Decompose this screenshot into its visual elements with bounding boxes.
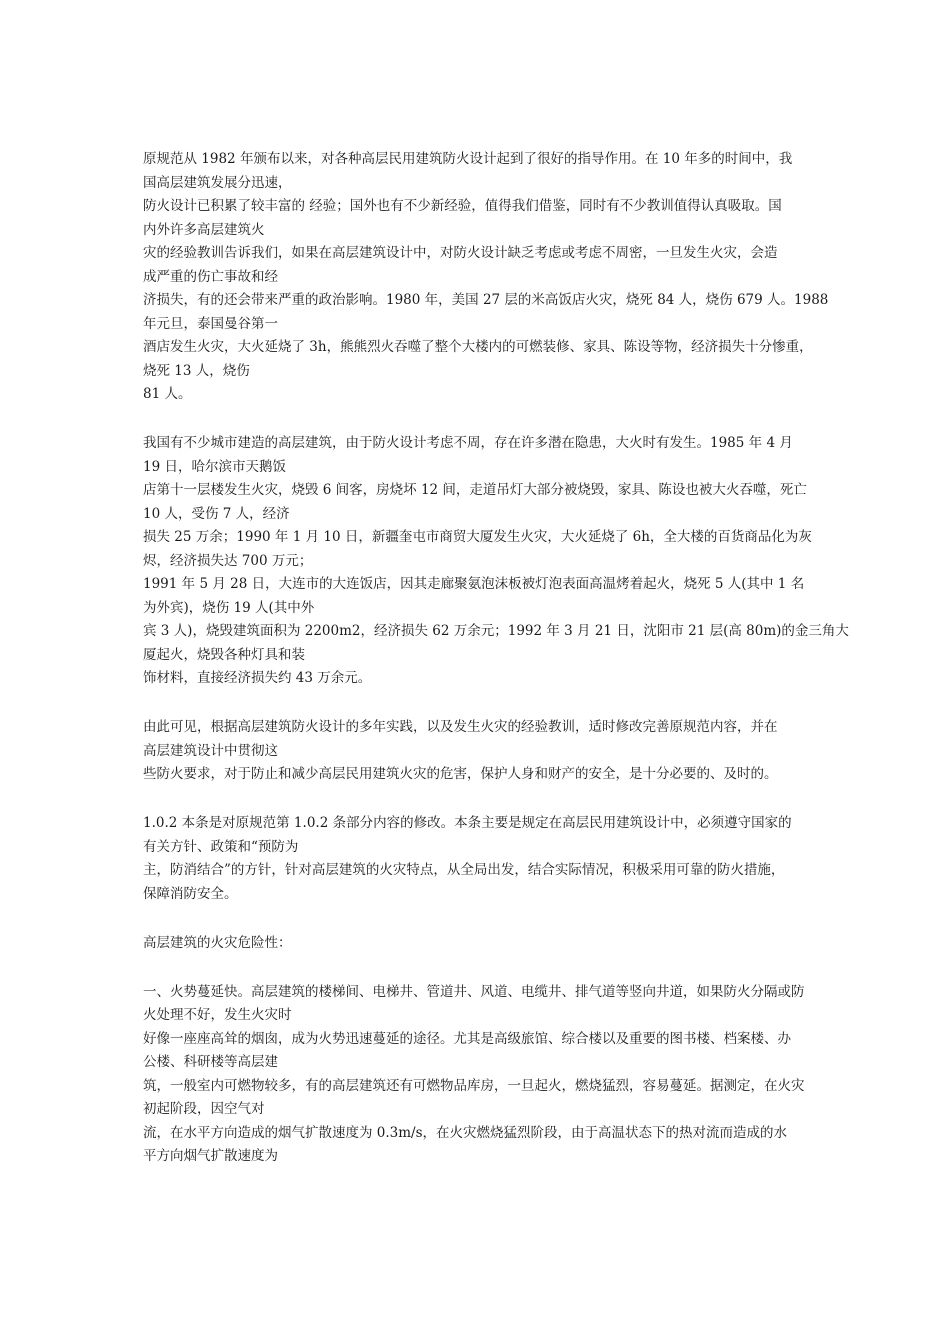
text-line: 流，在水平方向造成的烟气扩散速度为 0.3m/s，在火灾燃烧猛烈阶段，由于高温状态下的热对流而造成的水 [143,1124,788,1141]
text-line: 公楼、科研楼等高层建 [143,1054,278,1070]
text-line: 内外许多高层建筑火 [143,221,265,238]
text-line: 饰材料，直接经济损失约 43 万余元。 [143,670,372,686]
text-line: 为外宾)，烧伤 19 人(其中外 [143,599,315,616]
text-line: 厦起火，烧毁各种灯具和装 [143,646,305,663]
text-line: 由此可见，根据高层建筑防火设计的多年实践，以及发生火灾的经验教训，适时修改完善原规范内容，并在 [143,719,778,735]
paragraph-gap [143,955,811,981]
text-line: 店第十一层楼发生火灾，烧毁 6 间客，房烧坏 12 间，走道吊灯大部分被烧毁，家具、陈设也被大火吞噬，死亡 [143,482,807,498]
text-line: 火处理不好，发生火灾时 [143,1007,292,1023]
document-page [143,148,849,1169]
text-line: 损失 25 万余；1990 年 1 月 10 日，新疆奎屯市商贸大厦发生火灾，大火延烧了 6h，全大楼的百货商品化为灰 [143,529,812,545]
paragraph-gap [143,787,811,813]
text-line: 原规范从 1982 年颁布以来，对各种高层民用建筑防火设计起到了很好的指导作用。在 10 年多的时间中，我 [143,151,793,167]
paragraph-gap [143,906,811,932]
paragraph-2 [143,432,849,691]
text-line: 10 人，受伤 7 人，经济 [143,505,290,522]
text-line: 酒店发生火灾，大火延烧了 3h，熊熊烈火吞噬了整个大楼内的可燃装修、家具、陈设等物，经济损失十分惨重， [143,339,813,355]
text-line: 烬，经济损失达 700 万元； [143,552,313,569]
paragraph-gap [143,407,811,433]
text-line: 81 人。 [143,386,192,402]
text-line: 年元旦，泰国曼谷第一 [143,315,278,332]
text-line: 烧死 13 人，烧伤 [143,362,250,379]
text-line: 些防火要求，对于防止和减少高层民用建筑火灾的危害，保护人身和财产的安全，是十分必要的、及时的。 [143,766,778,782]
paragraph-4 [143,812,811,906]
paragraph-1 [143,148,829,407]
text-line: 一、火势蔓延快。高层建筑的楼梯间、电梯井、管道井、风道、电缆井、排气道等竖向井道，如果防火分隔或防 [143,983,805,1000]
text-line: 防火设计已积累了较丰富的 经验；国外也有不少新经验，值得我们借鉴，同时有不少教训值得认真吸取。国 [143,198,782,214]
paragraph-3 [143,716,811,787]
text-line: 高层建筑的火灾危险性： [143,934,292,951]
text-line: 初起阶段，因空气对 [143,1101,265,1117]
text-line: 成严重的伤亡事故和经 [143,268,278,285]
section-heading [143,932,811,956]
text-line: 1991 年 5 月 28 日，大连市的大连饭店，因其走廊聚氨泡沫板被灯泡表面高温烤着起火，烧死 5 人(其中 1 名 [143,576,805,592]
text-line: 高层建筑设计中贯彻这 [143,742,278,759]
paragraph-5 [143,981,811,1169]
text-line: 我国有不少城市建造的高层建筑，由于防火设计考虑不周，存在许多潜在隐患，大火时有发生。1985 年 4 月 [143,435,793,451]
text-line: 有关方针、政策和“预防为 [143,838,299,855]
text-line: 1.0.2 本条是对原规范第 1.0.2 条部分内容的修改。本条主要是规定在高层民用建筑设计中，必须遵守国家的 [143,815,792,831]
text-line: 济损失，有的还会带来严重的政治影响。1980 年，美国 27 层的米高饭店火灾，烧死 84 人，烧伤 679 人。1988 [143,292,829,308]
text-line: 19 日，哈尔滨市天鹅饭 [143,458,286,475]
text-line: 平方向烟气扩散速度为 [143,1148,278,1164]
text-line: 灾的经验教训告诉我们，如果在高层建筑设计中，对防火设计缺乏考虑或考虑不周密，一旦发生火灾，会造 [143,245,778,261]
text-line: 国高层建筑发展分迅速， [143,174,292,191]
text-line: 保障消防安全。 [143,885,238,902]
text-line: 筑，一般室内可燃物较多，有的高层建筑还有可燃物品库房，一旦起火，燃烧猛烈，容易蔓延。据测定，在火灾 [143,1077,805,1094]
text-line: 宾 3 人)，烧毁建筑面积为 2200m2，经济损失 62 万余元；1992 年 3 月 21 日，沈阳市 21 层(高 80m)的金三角大 [143,623,849,639]
paragraph-gap [143,691,811,717]
text-line: 主，防消结合”的方针，针对高层建筑的火灾特点，从全局出发，结合实际情况，积极采用可靠的防火措施， [143,862,785,878]
text-line: 好像一座座高耸的烟囱，成为火势迅速蔓延的途径。尤其是高级旅馆、综合楼以及重要的图书楼、档案楼、办 [143,1030,791,1047]
